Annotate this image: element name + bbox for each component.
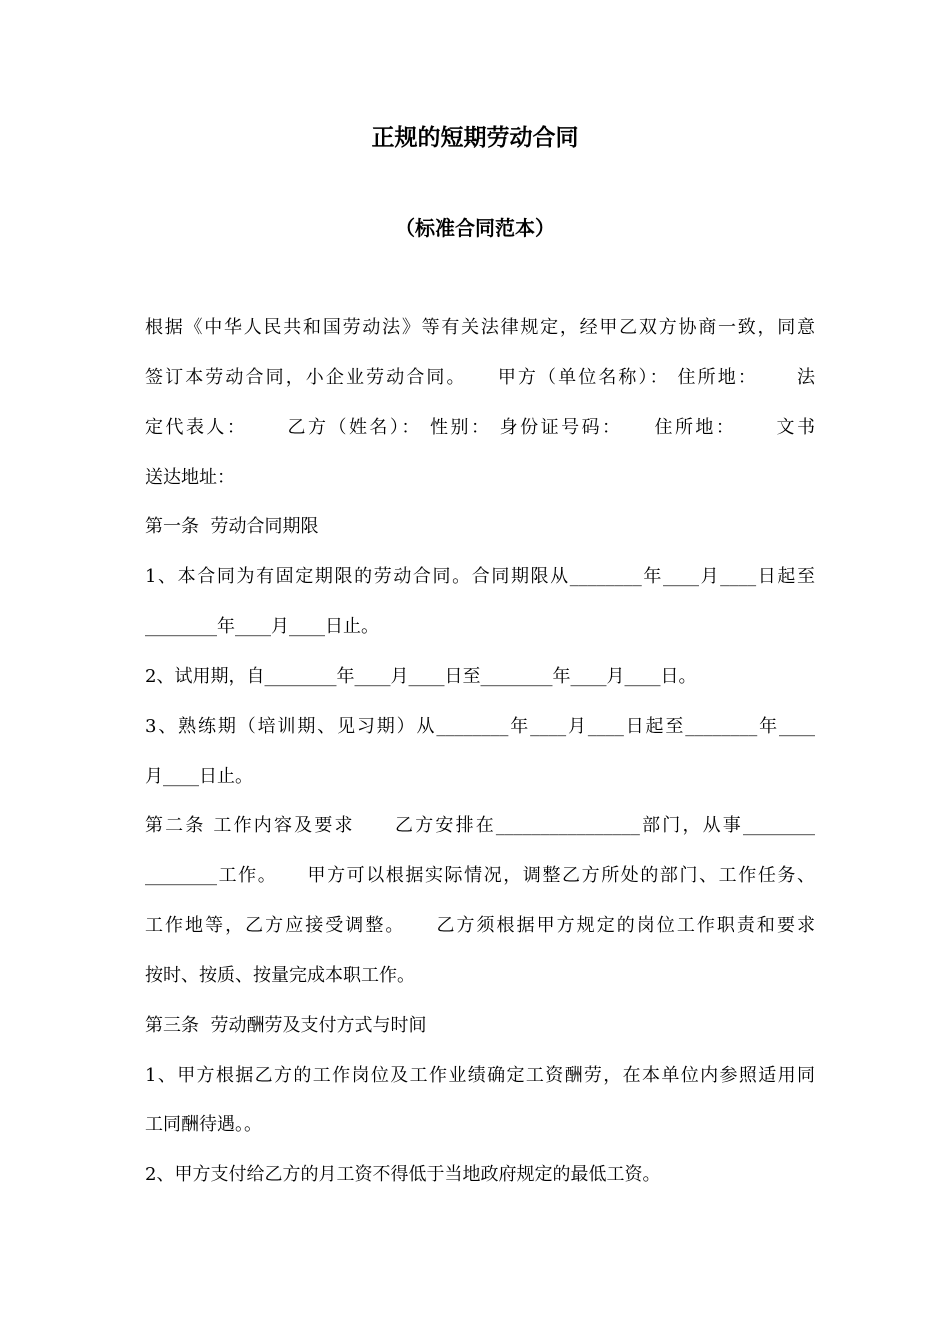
paragraph-line: 工作地等，乙方应接受调整。 乙方须根据甲方规定的岗位工作职责和要求 (145, 915, 815, 936)
paragraph-line: 1、本合同为有固定期限的劳动合同。合同期限从________年____月____日起至 (145, 566, 815, 587)
document-subtitle: （标准合同范本） (395, 216, 555, 240)
section-heading: 第三条 劳动酬劳及支付方式与时间 (145, 1015, 427, 1036)
paragraph-line: 按时、按质、按量完成本职工作。 (145, 965, 415, 986)
paragraph-line: 月____日止。 (145, 766, 253, 787)
paragraph-line: 3、熟练期（培训期、见习期）从________年____月____日起至________年____ (145, 716, 815, 737)
paragraph-line: 根据《中华人民共和国劳动法》等有关法律规定，经甲乙双方协商一致，同意 (145, 317, 815, 338)
paragraph-line: 签订本劳动合同，小企业劳动合同。 甲方（单位名称）： 住所地： 法 (145, 367, 815, 388)
paragraph-line: 工同酬待遇。。 (145, 1114, 262, 1135)
paragraph-line: 1、甲方根据乙方的工作岗位及工作业绩确定工资酬劳，在本单位内参照适用同 (145, 1065, 815, 1086)
document-title: 正规的短期劳动合同 (371, 125, 579, 151)
paragraph-line: ________年____月____日止。 (145, 616, 379, 637)
section-heading: 第二条 工作内容及要求 乙方安排在________________部门，从事________ (145, 815, 815, 836)
paragraph-line: ________工作。 甲方可以根据实际情况，调整乙方所处的部门、工作任务、 (145, 865, 815, 886)
paragraph-line: 2、甲方支付给乙方的月工资不得低于当地政府规定的最低工资。 (145, 1164, 661, 1185)
section-heading: 第一条 劳动合同期限 (145, 516, 319, 537)
paragraph-line: 定代表人： 乙方（姓名）： 性别： 身份证号码： 住所地： 文书 (145, 417, 815, 438)
paragraph-line: 2、试用期，自________年____月____日至________年____月____日。 (145, 666, 697, 687)
paragraph-line: 送达地址： (145, 467, 235, 488)
